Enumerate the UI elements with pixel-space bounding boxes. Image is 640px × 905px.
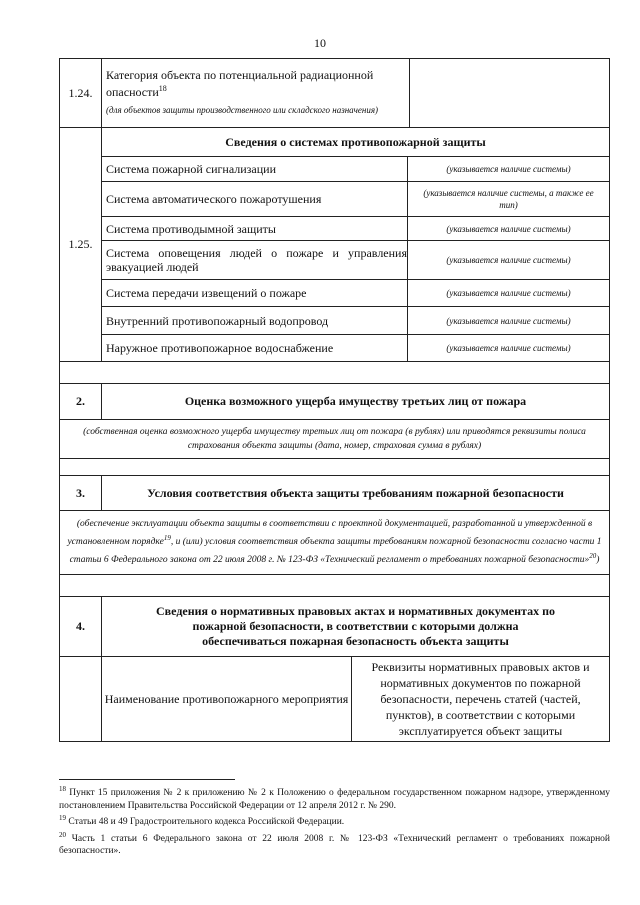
section-3-row <box>59 476 610 511</box>
page-number: 10 <box>314 36 326 50</box>
spacer-row <box>59 362 610 384</box>
row-body <box>102 128 609 361</box>
footnote <box>59 829 610 858</box>
section-note <box>60 511 609 574</box>
category-label <box>102 59 410 127</box>
empty-number-cell <box>60 657 102 741</box>
row-number: 1.25. <box>60 128 102 361</box>
system-note: (указывается наличие системы) <box>446 164 571 174</box>
footnote-text: Пункт 15 приложения № 2 к приложению № 2 к Положению о федеральном государственном пожарном надзоре, утвержденному постановлением Правительства Российской Федерации от 12 апреля 2012 г. № 290. <box>59 788 611 811</box>
spacer-row <box>59 459 610 476</box>
footnote-text: Часть 1 статьи 6 Федерального закона от 22 июля 2008 г. № 123-ФЗ «Технический регламент о требованиях пожарной безопасности». <box>59 833 611 857</box>
section-number: 2. <box>60 384 102 419</box>
system-name: Система автоматического пожаротушения <box>102 182 408 216</box>
row-1-25 <box>59 128 610 362</box>
section-title-cell <box>102 384 609 419</box>
footnote-ref: 19 <box>163 534 171 542</box>
form-table <box>59 58 610 742</box>
footnote <box>59 812 610 829</box>
system-row <box>102 156 609 181</box>
section-number: 4. <box>60 597 102 656</box>
system-name: Система пожарной сигнализации <box>102 157 408 181</box>
system-name: Система оповещения людей о пожаре и управления эвакуацией людей <box>102 241 408 279</box>
system-name: Наружное противопожарное водоснабжение <box>102 335 408 361</box>
section-title-cell <box>102 597 609 656</box>
row-body <box>102 59 609 127</box>
system-row <box>102 240 609 279</box>
system-note: (указывается наличие системы, а также ее тип) <box>423 188 594 210</box>
system-row <box>102 306 609 334</box>
row-number: 1.24. <box>60 59 102 127</box>
section-note-part: , и (или) условия соответствия объекта защиты требованиям пожарной безопасности согласно части 1 статьи 6 Федерального закона от 22 июля 2008 г. № 123-ФЗ «Технический регламент о требованиях пожарной безопасности» <box>69 537 602 566</box>
section-note-part: ) <box>596 555 600 566</box>
footnote <box>59 783 610 812</box>
footnote-text: Статьи 48 и 49 Градостроительного кодекса Российской Федерации. <box>68 817 345 828</box>
system-name: Внутренний противопожарный водопровод <box>102 307 408 334</box>
footnote-divider <box>59 779 235 780</box>
column-header-requisites: Реквизиты нормативных правовых актов и нормативных документов по пожарной безопасности, перечень статей (частей, пунктов), в соответствии с которыми эксплуатируется объект защиты <box>371 660 590 738</box>
system-name: Система передачи извещений о пожаре <box>102 280 408 306</box>
section-number: 3. <box>60 476 102 510</box>
system-row <box>102 279 609 306</box>
spacer-row <box>59 575 610 597</box>
footnote-number: 20 <box>59 830 66 839</box>
section-title: Условия соответствия объекта защиты требованиям пожарной безопасности <box>147 485 564 500</box>
section-note: (собственная оценка возможного ущерба имуществу третьих лиц от пожара (в рублях) или приводятся реквизиты полиса страхования объекта защиты (дата, номер, страховая сумма в рублях) <box>83 427 586 451</box>
footnote-number: 18 <box>59 785 66 793</box>
system-note: (указывается наличие системы) <box>446 315 571 326</box>
system-row <box>102 216 609 240</box>
section-title: Сведения о нормативных правовых актах и нормативных документах по пожарной безопасности, в соответствии с которыми должна обеспечиваться пожарная безопасность объекта защиты <box>156 604 555 648</box>
column-header-measure: Наименование противопожарного мероприятия <box>102 657 352 741</box>
category-text: Категория объекта по потенциальной радиационной опасности <box>106 68 374 99</box>
footnote-number: 19 <box>59 814 66 823</box>
section-4-row <box>59 597 610 657</box>
system-name: Система противодымной защиты <box>102 217 408 240</box>
footnotes <box>59 783 610 858</box>
system-row <box>102 334 609 361</box>
section-4-table-head <box>59 657 610 742</box>
system-note: (указывается наличие системы) <box>446 343 571 353</box>
system-note: (указывается наличие системы) <box>446 255 571 265</box>
footnote-ref: 18 <box>158 84 167 93</box>
system-note: (указывается наличие системы) <box>446 223 571 234</box>
table-head <box>102 657 609 741</box>
section-3-note-row <box>59 511 610 575</box>
row-1-24 <box>59 58 610 128</box>
systems-header: Сведения о системах противопожарной защиты <box>225 135 486 149</box>
footnote-ref: 20 <box>589 552 597 561</box>
system-row <box>102 181 609 216</box>
section-2-row <box>59 384 610 420</box>
section-2-note-row <box>59 420 610 459</box>
section-title: Оценка возможного ущерба имуществу третьих лиц от пожара <box>184 394 527 408</box>
category-note: (для объектов защиты производственного или складского назначения) <box>106 105 378 115</box>
table-head-body <box>102 657 609 741</box>
section-note-part: (обеспечение эксплуатации объекта защиты в соответствии с проектной документацией, разработанной и утвержденной в установленном порядке <box>67 519 593 548</box>
section-title-cell <box>102 476 609 510</box>
system-note: (указывается наличие системы) <box>446 288 571 298</box>
